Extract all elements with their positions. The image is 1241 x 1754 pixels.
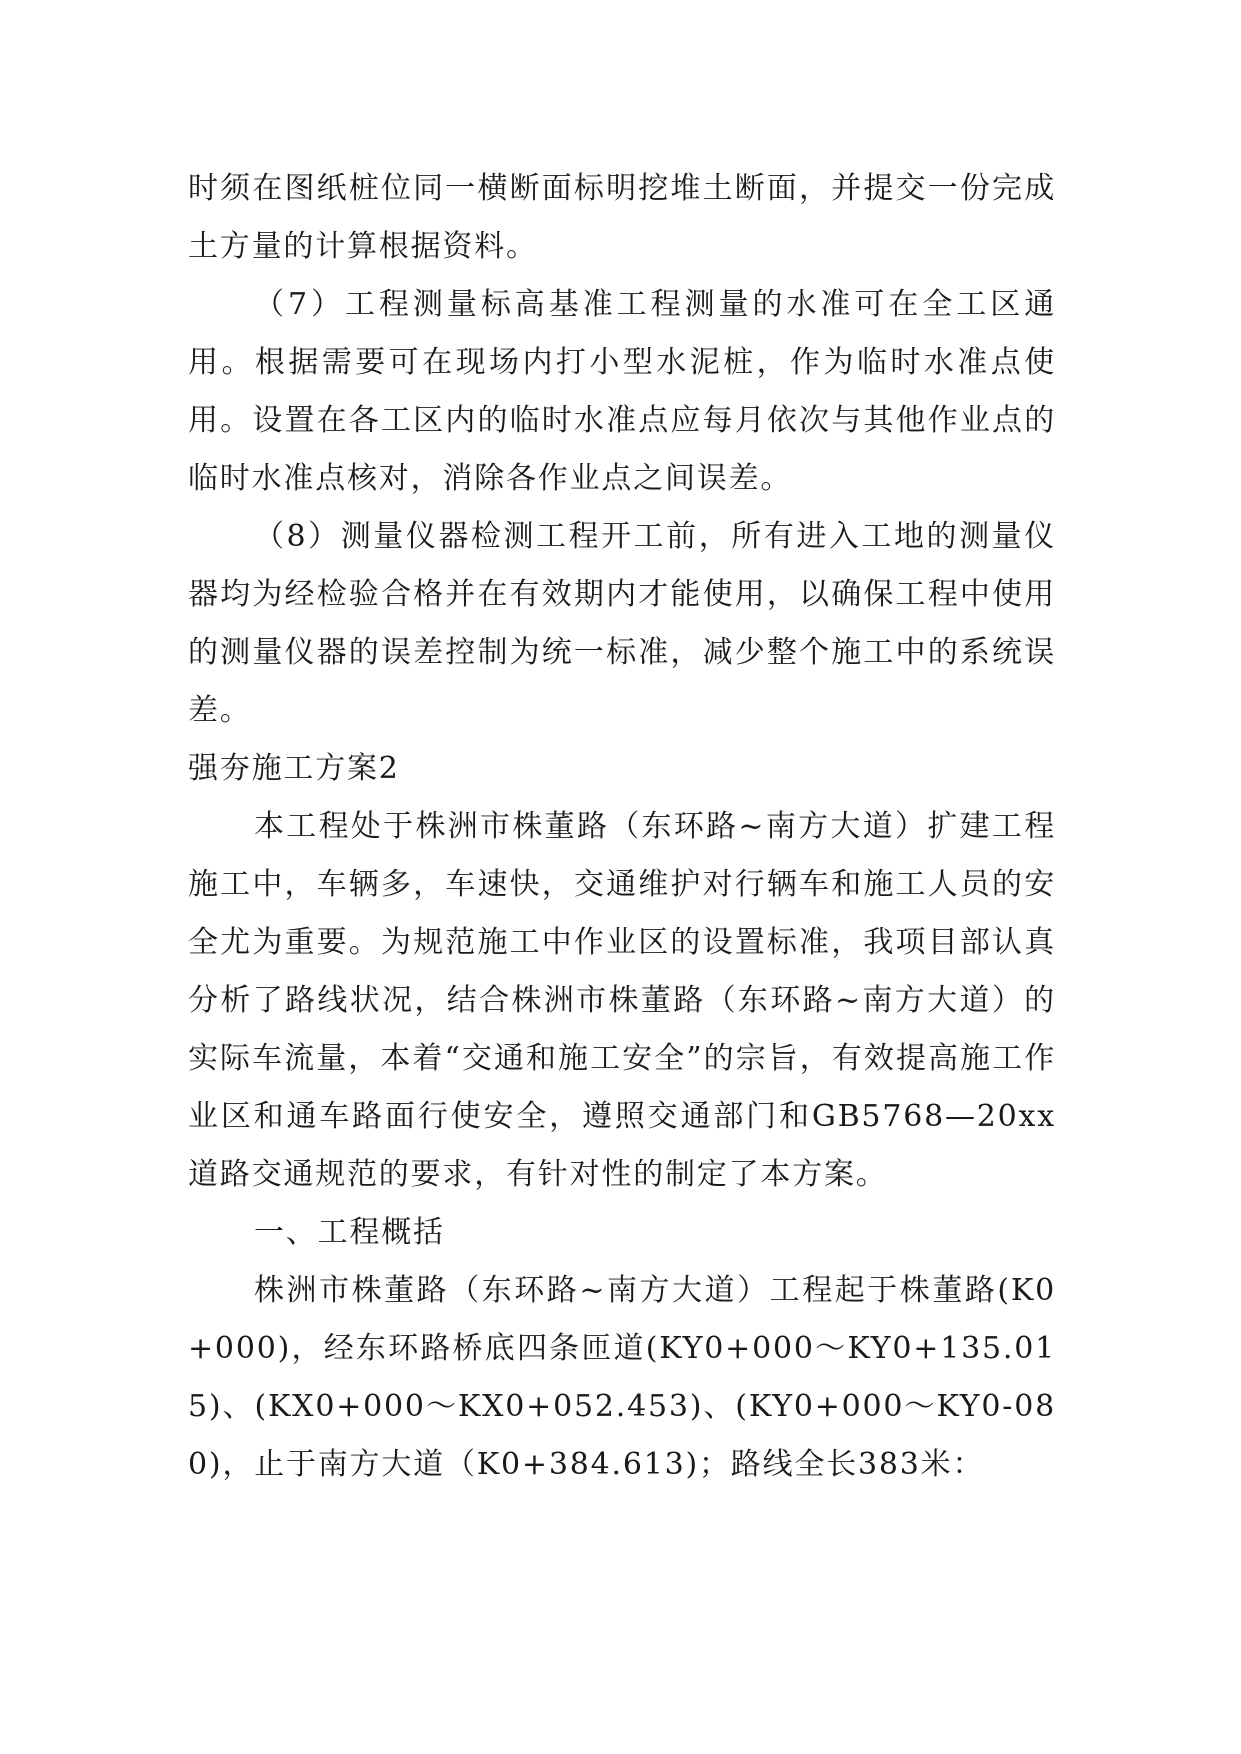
paragraph-item-8: （8）测量仪器检测工程开工前，所有进入工地的测量仪器均为经检验合格并在有效期内才能使用，以确保工程中使用的测量仪器的误差控制为统一标准，减少整个施工中的系统误差。 (188, 519, 1056, 728)
document-page (188, 160, 1056, 1494)
section-title: 强夯施工方案2 (188, 751, 400, 786)
paragraph-overview: 株洲市株董路（东环路~南方大道）工程起于株董路(K0+000)，经东环路桥底四条匝道(KY0+000～KY0+135.015)、(KX0+000～KX0+052.453)、(KY0+000～KY0-080)，止于南方大道（K0+384.613)；路线全长383米： (188, 1273, 1056, 1482)
paragraph-intro: 本工程处于株洲市株董路（东环路~南方大道）扩建工程施工中，车辆多，车速快，交通维护对行辆车和施工人员的安全尤为重要。为规范施工中作业区的设置标准，我项目部认真分析了路线状况，结合株洲市株董路（东环路~南方大道）的实际车流量，本着“交通和施工安全”的宗旨，有效提高施工作业区和通车路面行使安全，遵照交通部门和GB5768—20xx道路交通规范的要求，有针对性的制定了本方案。 (188, 809, 1056, 1192)
subheading-project-overview: 一、工程概括 (254, 1215, 445, 1250)
paragraph-continued: 时须在图纸桩位同一横断面标明挖堆土断面，并提交一份完成土方量的计算根据资料。 (188, 171, 1056, 264)
paragraph-item-7: （7）工程测量标高基准工程测量的水准可在全工区通用。根据需要可在现场内打小型水泥桩，作为临时水准点使用。设置在各工区内的临时水准点应每月依次与其他作业点的临时水准点核对，消除各作业点之间误差。 (188, 287, 1056, 496)
